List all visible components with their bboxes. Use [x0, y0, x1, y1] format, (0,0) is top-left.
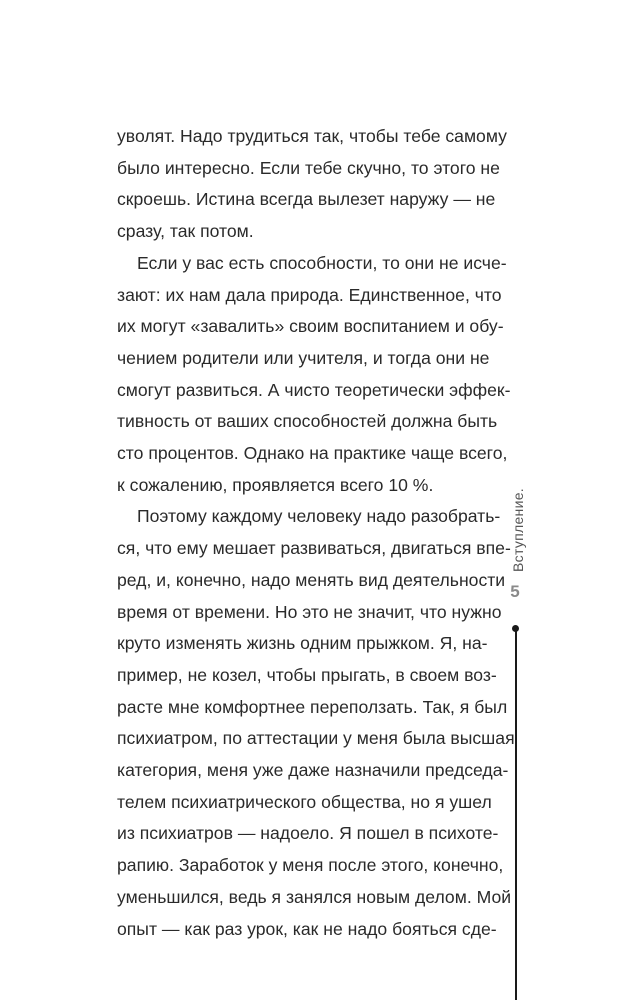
text-line: смогут развиться. А чисто теоретически эффек-	[117, 379, 511, 400]
text-line: время от времени. Но это не значит, что нужно	[117, 601, 502, 622]
text-line: пример, не козел, чтобы прыгать, в своем воз-	[117, 664, 497, 685]
text-line: уволят. Надо трудиться так, чтобы тебе самому	[117, 126, 507, 146]
text-line: чением родители или учителя, и тогда они не	[117, 347, 490, 368]
text-line: сразу, так потом.	[117, 221, 254, 242]
paragraph-start-line: Поэтому каждому человеку надо разобрать-	[137, 506, 501, 527]
text-line: скроешь. Истина всегда вылезет наружу — не	[117, 189, 496, 210]
text-line: их могут «завалить» своим воспитанием и обу-	[117, 316, 504, 337]
text-line: сто процентов. Однако на практике чаще всего,	[117, 443, 508, 464]
text-line: телем психиатрического общества, но я ушел	[117, 791, 492, 812]
text-line: категория, меня уже даже назначили председа-	[117, 760, 509, 781]
text-line: круто изменять жизнь одним прыжком. Я, на-	[117, 633, 488, 654]
text-line: опыт — как раз урок, как не надо бояться сде-	[117, 918, 497, 939]
text-line: рапию. Заработок у меня после этого, конечно,	[117, 855, 504, 876]
text-line: из психиатров — надоело. Я пошел в психоте-	[117, 823, 499, 844]
text-line: расте мне комфортнее переползать. Так, я был	[117, 696, 508, 717]
text-line: ся, что ему мешает развиваться, двигаться впе-	[117, 538, 511, 559]
text-line: было интересно. Если тебе скучно, то этого не	[117, 157, 500, 178]
page-number: 5	[510, 582, 520, 601]
text-line: зают: их нам дала природа. Единственное, что	[117, 284, 502, 305]
body-text	[117, 121, 515, 945]
text-line: психиатром, по аттестации у меня была высшая	[117, 728, 515, 749]
paragraph-start-line: Если у вас есть способности, то они не исче-	[137, 252, 507, 273]
text-line: тивность от ваших способностей должна быть	[117, 411, 498, 432]
margin-rule-line	[515, 630, 517, 1000]
text-line: уменьшился, ведь я занялся новым делом. Мой	[117, 886, 512, 907]
text-line: к сожалению, проявляется всего 10 %.	[117, 474, 434, 495]
text-line: ред, и, конечно, надо менять вид деятельности	[117, 569, 506, 590]
running-section-title: Вступление.	[510, 488, 526, 572]
